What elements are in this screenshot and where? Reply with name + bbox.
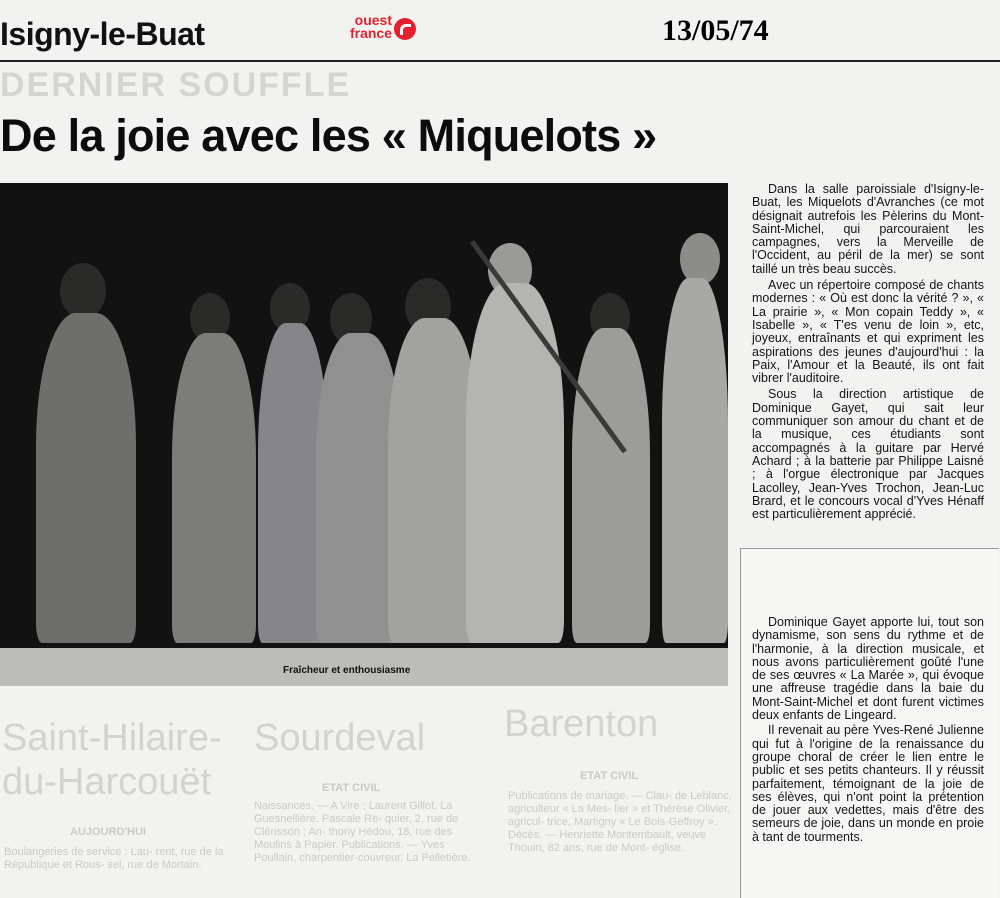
- bleed-text: Publications de mariage. — Clau- de Leblanc, agriculteur « La Mes- lier » et Thérèse Olivier, agricul- trice, Martigny « Le Bois-Geffroy ». Décès. — Henriette Montembault, veuve Thouin, 82 ans, rue de Mont- église.: [508, 790, 732, 854]
- logo-circle-icon: [394, 18, 416, 40]
- bleed-through-heading: DERNIER SOUFFLE: [0, 66, 352, 104]
- article-paragraph: Sous la direction artistique de Dominique Gayet, qui sait leur communiquer son amour du chant et de la musique, ces étudiants sont accompagnés à la guitare par Hervé Achard ; à la batterie par Philippe Laisné ; à l'orgue électronique par Jacques Lacolley, Jean-Yves Trochon, Jean-Luc Brard, et le concours vocal d'Yves Hénaff est particulièrement apprécié.: [752, 387, 984, 522]
- page-header: [0, 0, 1000, 62]
- article-paragraph: Avec un répertoire composé de chants modernes : « Où est donc la vérité ? », « La prairie », « Mon copain Teddy », « Isabelle », « T'es venu de loin », etc, joyeux, entraînants et qui expriment les aspirations des jeunes d'aujourd'hui : la Paix, l'Amour et la Beauté, ils ont fait vibrer l'auditoire.: [752, 278, 984, 386]
- bleed-text: Naissances. — A Vire : Laurent Gillot, La Guesnellière. Pascale Re- quier, 2, rue de Clérisson ; An- thony Hédou, 18, rue des Moulins à Papier. Publications. — Yves Poullain, charpentier-couvreur, La Pelletière.: [254, 800, 471, 864]
- bleed-text: Boulangeries de service : Lau- rent, rue de la République et Rous- sel, rue de Mortain.: [4, 846, 224, 871]
- article-body-continued: [752, 616, 984, 846]
- town-name: Isigny-le-Buat: [0, 16, 205, 52]
- bleed-subheading: ETAT CIVIL: [580, 770, 639, 782]
- article-photo: [0, 183, 728, 648]
- ouest-france-logo: [344, 14, 444, 46]
- bleed-subheading: AUJOURD'HUI: [70, 826, 146, 838]
- publication-date: 13/05/74: [662, 14, 769, 47]
- header-rule: [0, 60, 1000, 62]
- bleed-section-title: du-Harcouët: [2, 761, 212, 803]
- article-paragraph: Dans la salle paroissiale d'Isigny-le-Buat, les Miquelots d'Avranches (ce mot désignait autrefois les Pèlerins du Mont-Saint-Michel, qui parcouraient les campagnes, vers la Merveille de l'Occident, au péril de la mer) se sont taillé un très beau succès.: [752, 182, 984, 276]
- article-headline: De la joie avec les « Miquelots »: [0, 110, 657, 161]
- bleed-section-title: Saint-Hilaire-: [2, 717, 222, 759]
- bleed-section-title: Sourdeval: [254, 717, 426, 759]
- photo-caption: Fraîcheur et enthousiasme: [283, 665, 411, 676]
- article-paragraph: Il revenait au père Yves-René Julienne qui fut à l'origine de la renaissance du groupe choral de créer le lien entre le public et ses petits chanteurs. Il y réussit parfaitement, témoignant de la joie de ses élèves, qui n'ont point la prétention de jouer aux vedettes, mais d'être des semeurs de joie, dans un monde en proie à tant de tourments.: [752, 723, 984, 844]
- article-body: [752, 183, 984, 524]
- article-paragraph: Dominique Gayet apporte lui, tout son dynamisme, son sens du rythme et de l'harmonie, à la direction musicale, et nous avons particulièrement goûté l'une de ses œuvres « La Marée », qui évoque une affreuse tragédie dans la baie du Mont-Saint-Michel et dont furent victimes deux enfants de Lingeard.: [752, 615, 984, 723]
- logo-line-2: france: [349, 25, 392, 41]
- logo-line-1: ouest: [354, 12, 392, 28]
- logo-wordmark: [344, 14, 392, 40]
- bleed-subheading: ETAT CIVIL: [322, 782, 381, 794]
- bleed-section-title: Barenton: [504, 703, 659, 745]
